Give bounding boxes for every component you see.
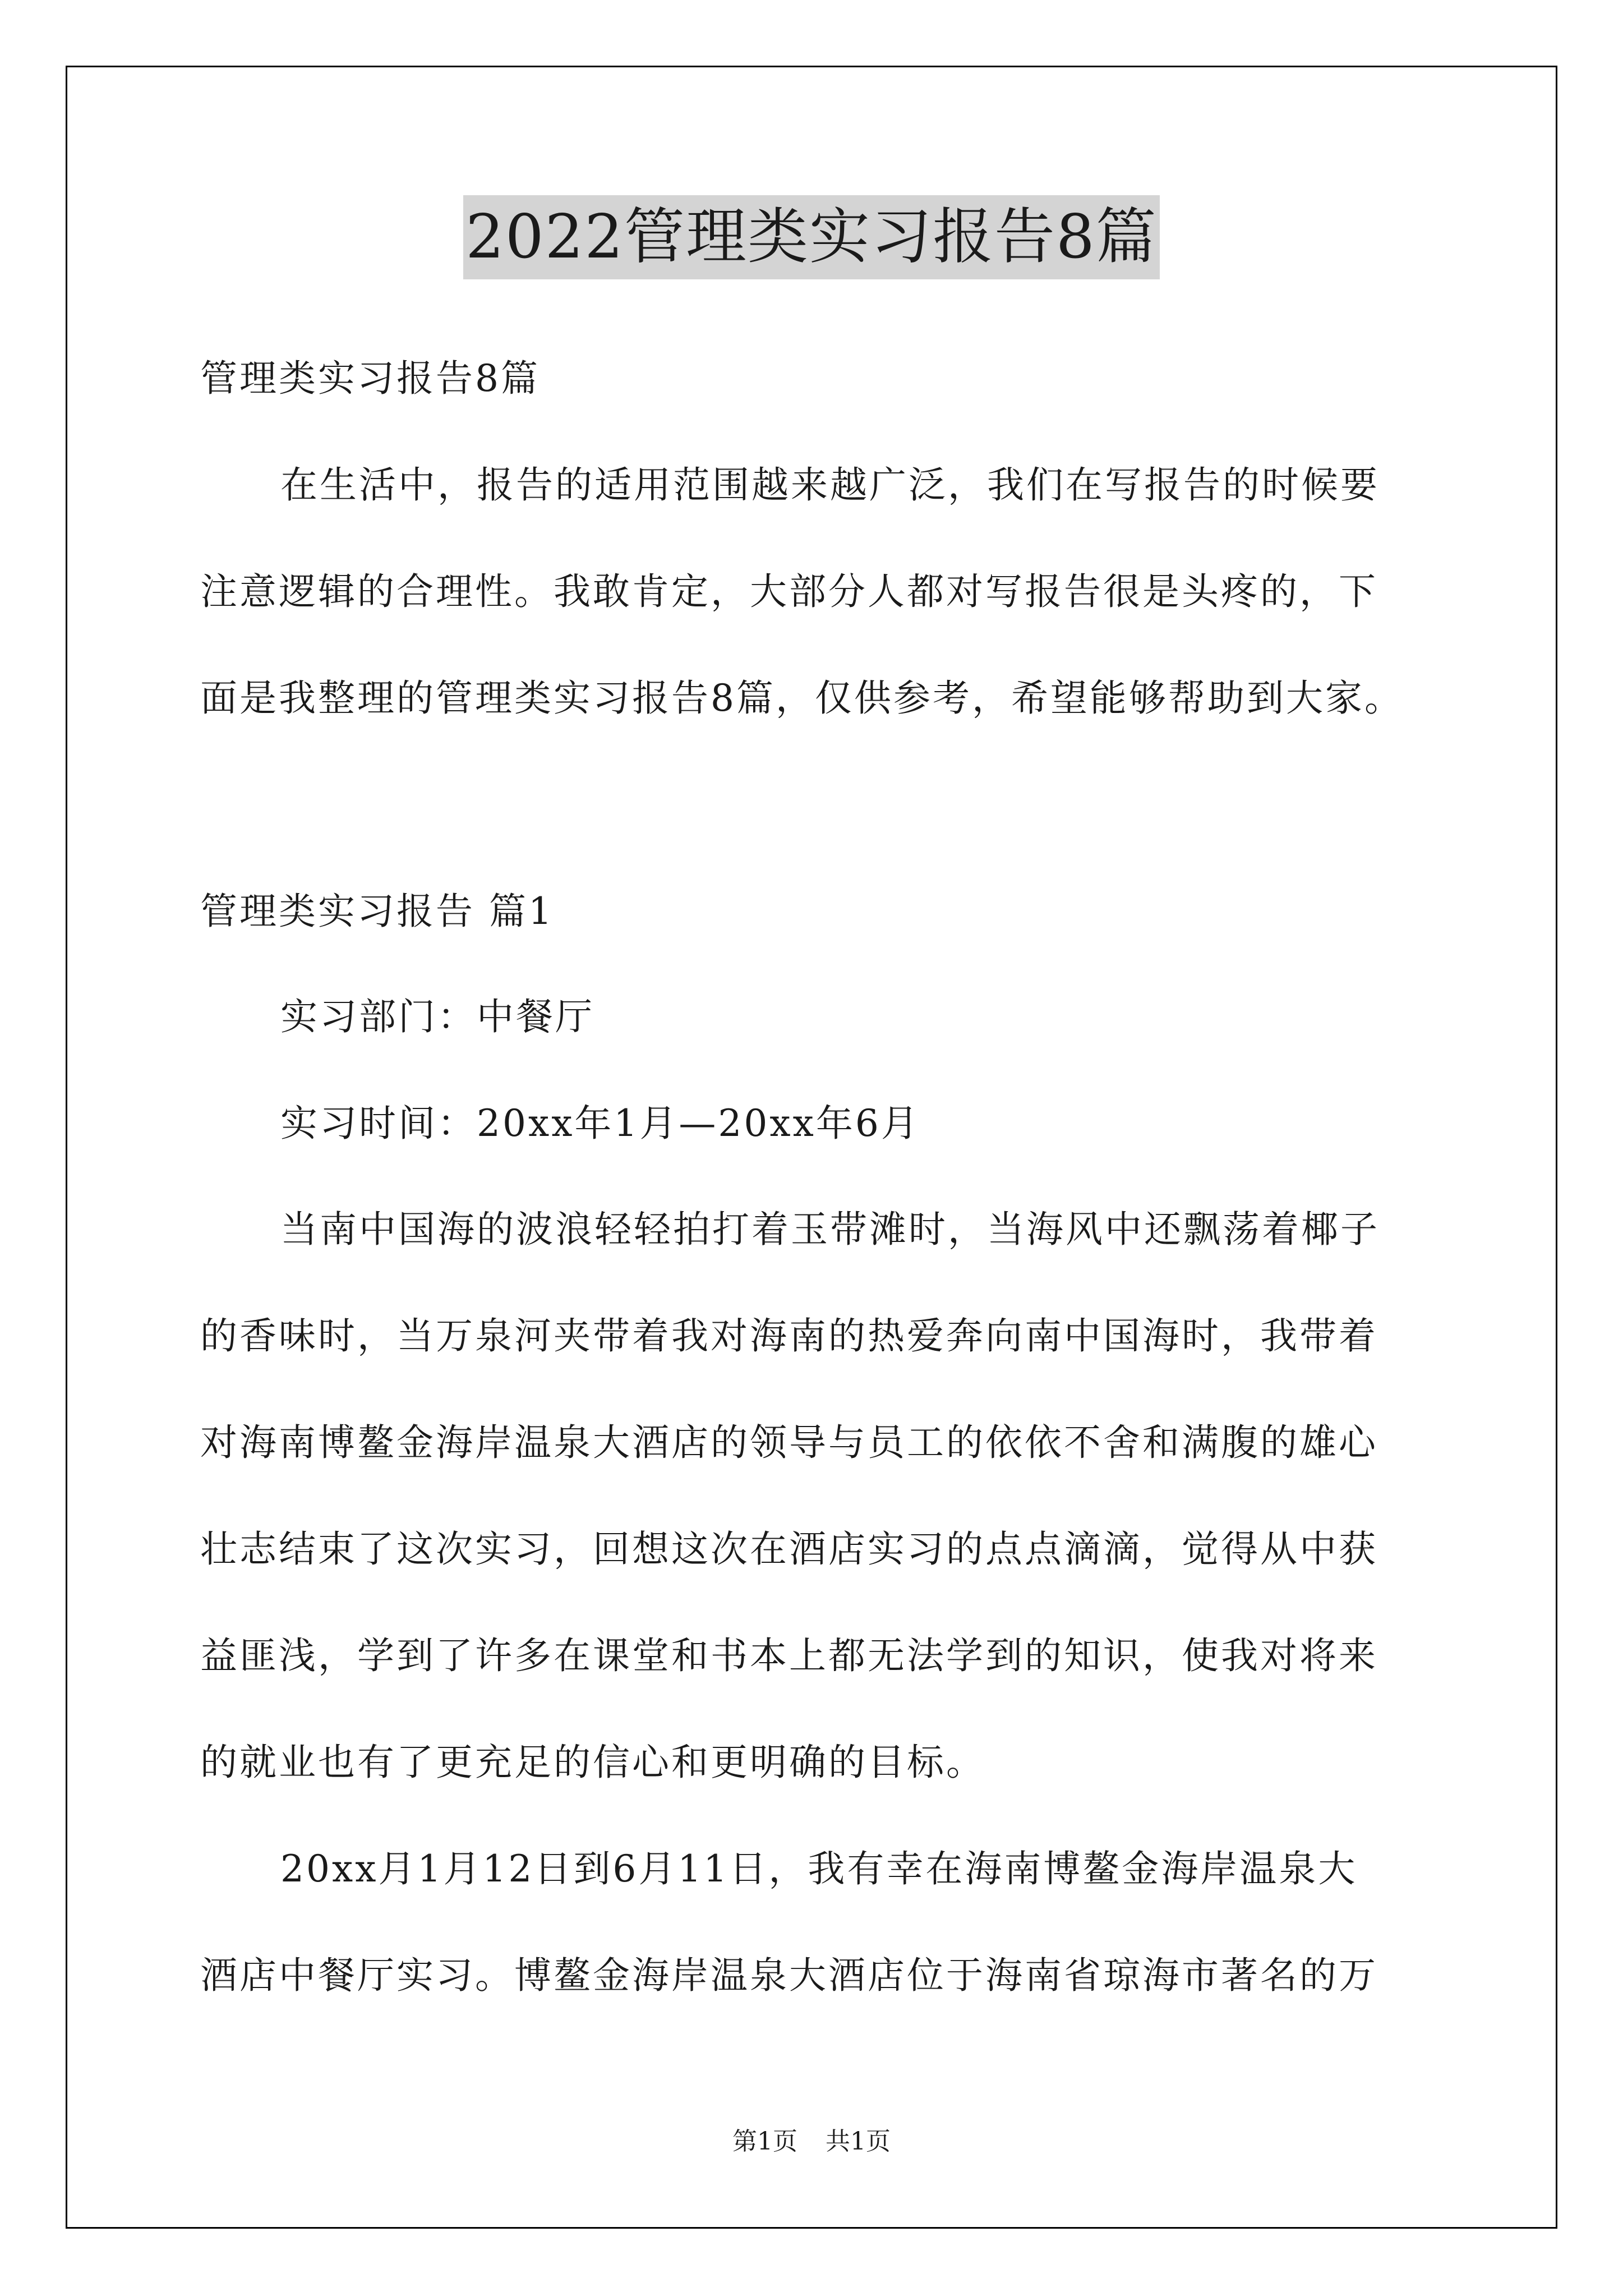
intro-line-1: 在生活中，报告的适用范围越来越广泛，我们在写报告的时候要 bbox=[280, 463, 1380, 507]
section-heading: 管理类实习报告 篇1 bbox=[200, 890, 554, 933]
document-title: 2022管理类实习报告8篇 bbox=[463, 195, 1160, 279]
page-number: 第1页 bbox=[732, 2127, 797, 2156]
intro-line-3: 面是我整理的管理类实习报告8篇，仅供参考，希望能够帮助到大家。 bbox=[200, 677, 1404, 720]
paragraph2-line-1: 20xx月1月12日到6月11日，我有幸在海南博鳌金海岸温泉大 bbox=[280, 1847, 1358, 1890]
subtitle: 管理类实习报告8篇 bbox=[200, 357, 540, 400]
page-footer bbox=[0, 2125, 1623, 2159]
paragraph1-line-6: 的就业也有了更充足的信心和更明确的目标。 bbox=[200, 1741, 985, 1784]
paragraph2-line-2: 酒店中餐厅实习。博鳌金海岸温泉大酒店位于海南省琼海市著名的万 bbox=[200, 1954, 1378, 1997]
paragraph1-line-3: 对海南博鳌金海岸温泉大酒店的领导与员工的依依不舍和满腹的雄心 bbox=[200, 1421, 1378, 1464]
paragraph1-line-1: 当南中国海的波浪轻轻拍打着玉带滩时，当海风中还飘荡着椰子 bbox=[280, 1208, 1380, 1251]
paragraph1-line-5: 益匪浅，学到了许多在课堂和书本上都无法学到的知识，使我对将来 bbox=[200, 1634, 1378, 1677]
department-line: 实习部门：中餐厅 bbox=[280, 995, 594, 1038]
title-block bbox=[0, 195, 1623, 279]
paragraph1-line-4: 壮志结束了这次实习，回想这次在酒店实习的点点滴滴，觉得从中获 bbox=[200, 1527, 1378, 1571]
paragraph1-line-2: 的香味时，当万泉河夹带着我对海南的热爱奔向南中国海时，我带着 bbox=[200, 1314, 1378, 1358]
period-line: 实习时间：20xx年1月—20xx年6月 bbox=[280, 1102, 920, 1145]
page-total: 共1页 bbox=[826, 2127, 891, 2156]
intro-line-2: 注意逻辑的合理性。我敢肯定，大部分人都对写报告很是头疼的，下 bbox=[200, 570, 1378, 613]
